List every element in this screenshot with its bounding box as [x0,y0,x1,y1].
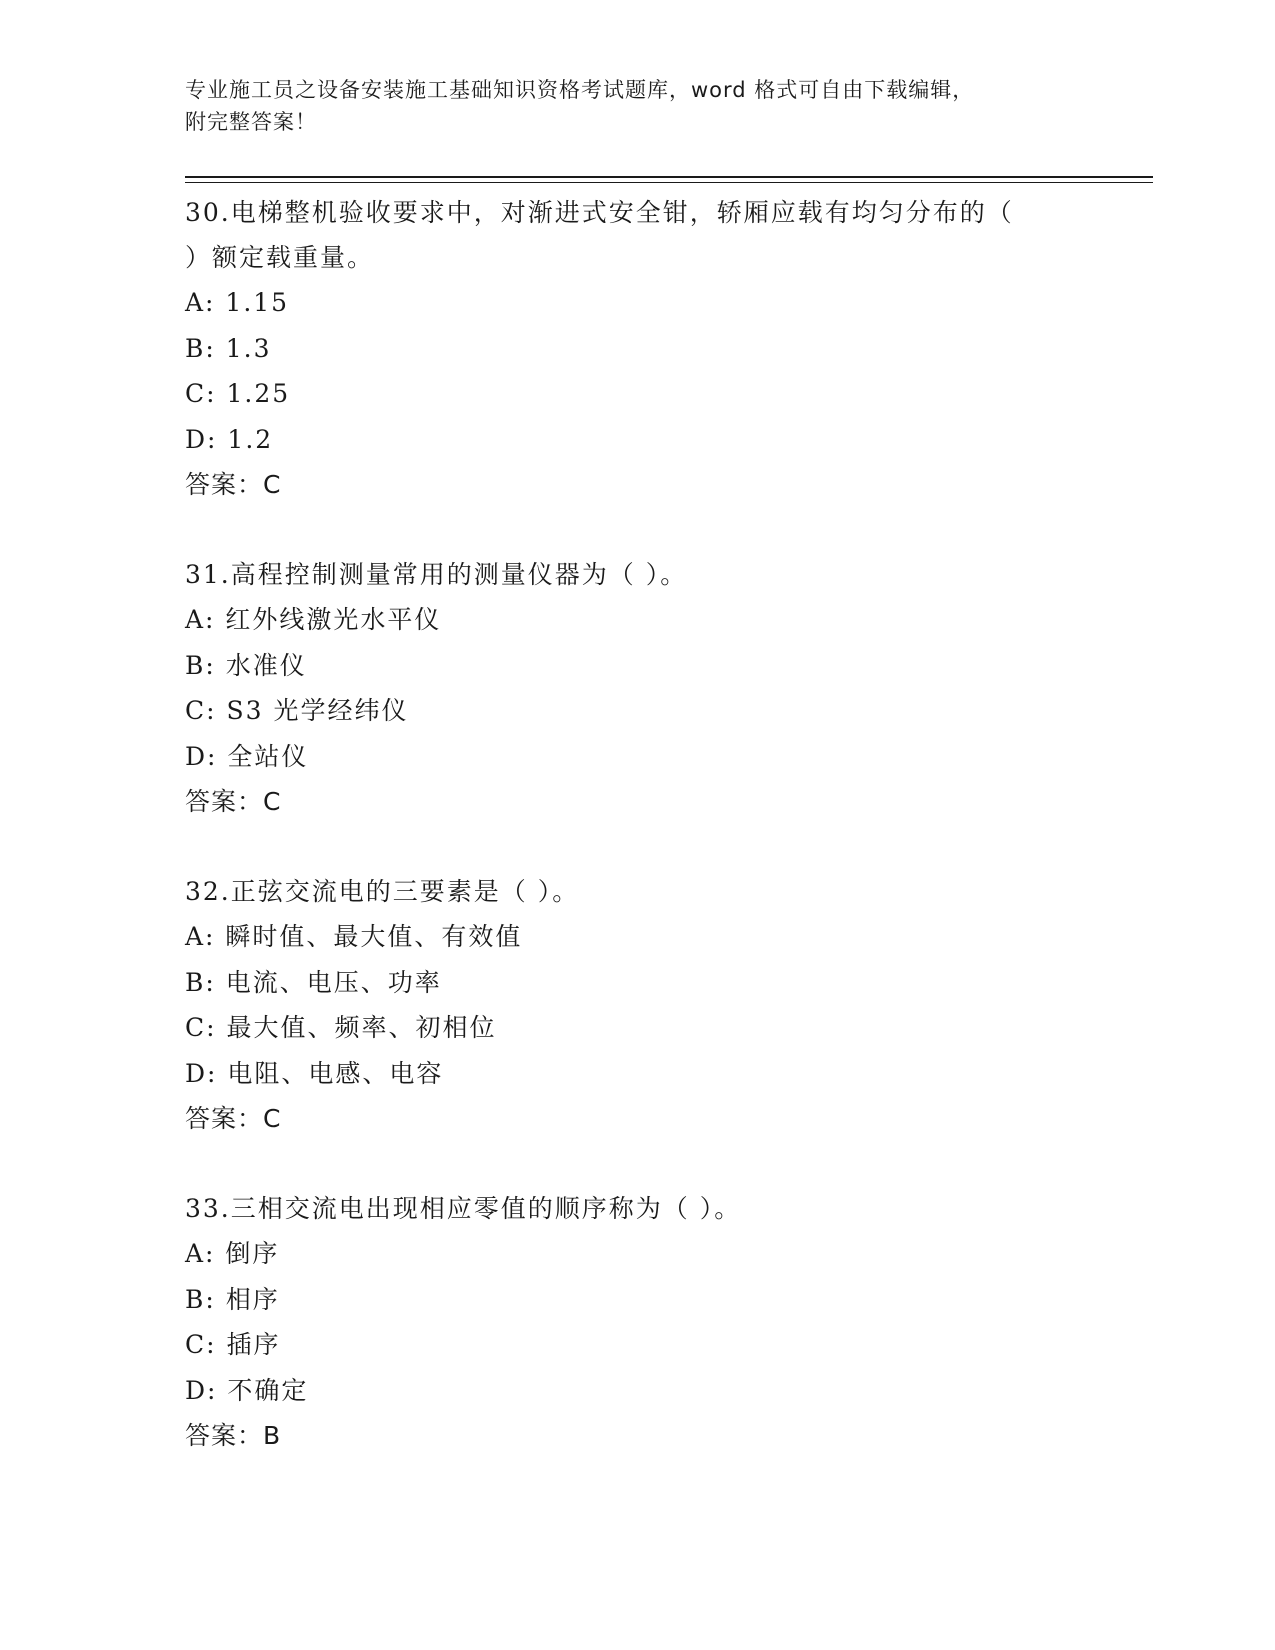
option-a: A: 瞬时值、最大值、有效值 [185,922,523,951]
question-32 [185,869,1085,1141]
question-stem: 32.正弦交流电的三要素是（ ）。 [185,877,580,906]
header-divider-thick [185,176,1153,178]
question-spacer [185,824,1085,869]
option-d: D: 1.2 [185,424,274,454]
option-b: B: 水准仪 [185,650,307,680]
header-divider-thin [185,182,1153,183]
option-a: A: 1.15 [185,288,290,317]
question-stem: 31.高程控制测量常用的测量仪器为（ ）。 [185,560,688,589]
option-b: B: 相序 [185,1284,280,1314]
header-line-1: 专业施工员之设备安装施工基础知识资格考试题库，word 格式可自由下载编辑， [185,78,975,102]
question-list [185,190,1085,1458]
question-stem-continued: ）额定载重量。 [185,243,375,272]
option-d: D: 全站仪 [185,741,309,771]
option-b: B: 电流、电压、功率 [185,967,442,997]
question-33 [185,1186,1085,1458]
option-b: B: 1.3 [185,333,272,363]
question-spacer [185,1141,1085,1186]
answer-line: 答案：C [185,1104,282,1133]
question-spacer [185,507,1085,552]
question-stem: 33.三相交流电出现相应零值的顺序称为（ ）。 [185,1194,742,1223]
option-d: D: 不确定 [185,1375,309,1405]
question-31 [185,552,1085,824]
question-stem: 30.电梯整机验收要求中，对渐进式安全钳，轿厢应载有均匀分布的（ [185,198,1014,227]
answer-line: 答案：B [185,1421,282,1450]
option-a: A: 倒序 [185,1239,280,1268]
option-a: A: 红外线激光水平仪 [185,605,442,634]
option-c: C: 1.25 [185,379,291,408]
option-c: C: 最大值、频率、初相位 [185,1013,497,1042]
answer-line: 答案：C [185,470,282,499]
option-d: D: 电阻、电感、电容 [185,1058,444,1088]
option-c: C: 插序 [185,1330,281,1359]
document-header [185,74,1085,138]
question-30 [185,190,1085,507]
answer-line: 答案：C [185,787,282,816]
header-line-2: 附完整答案！ [185,110,317,134]
option-c: C: S3 光学经纬仪 [185,696,409,725]
